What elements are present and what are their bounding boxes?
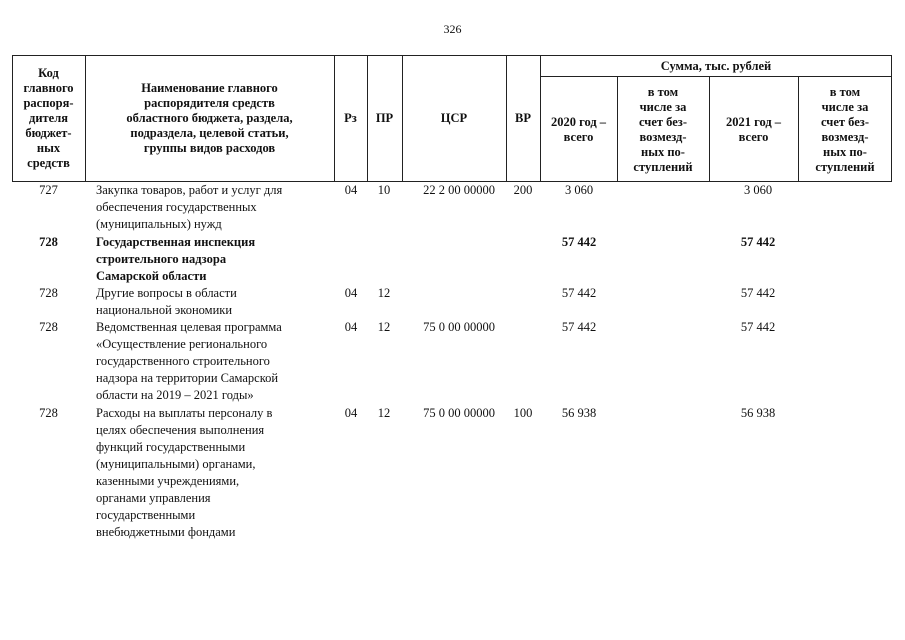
row-pr: 12 (377, 286, 391, 300)
header-vr: ВР (515, 111, 531, 125)
table-row (12, 182, 892, 234)
row-pr: 10 (377, 183, 391, 197)
header-pr: ПР (375, 111, 394, 125)
table-row (12, 234, 892, 285)
row-code: 728 (39, 406, 58, 420)
row-vr: 200 (513, 183, 533, 197)
header-sum: Сумма, тыс. рублей (660, 58, 772, 73)
header-2021-total: 2021 год – всего (725, 114, 782, 144)
row-name: Расходы на выплаты персоналу в целях обеспечения выполнения функций государственными (муниципальными) органами, казенными учреждениями, органами управления государственными внебюджетными фондами (96, 406, 273, 539)
header-csr: ЦСР (440, 111, 468, 125)
row-name: Ведомственная целевая программа «Осуществление регионального государственного строительного надзора на территории Самарской области на 2019 – 2021 годы» (96, 320, 282, 402)
row-2021-total: 57 442 (740, 235, 776, 249)
page-number: 326 (443, 22, 462, 36)
row-csr: 75 0 00 00000 (423, 320, 495, 334)
row-2021-total: 57 442 (740, 320, 776, 334)
row-name: Закупка товаров, работ и услуг для обеспечения государственных (муниципальных) нужд (96, 183, 283, 231)
table-row (12, 405, 892, 545)
row-vr: 100 (513, 406, 533, 420)
header-2020-total: 2020 год – всего (550, 114, 607, 144)
row-2021-total: 56 938 (740, 406, 776, 420)
row-2020-total: 57 442 (561, 235, 597, 249)
header-code: Код главного распоря- дителя бюджет- ных средств (23, 66, 74, 170)
row-rz: 04 (344, 183, 358, 197)
budget-table (12, 55, 892, 545)
table-row (12, 319, 892, 405)
row-name: Другие вопросы в области национальной экономики (96, 286, 237, 317)
row-csr: 75 0 00 00000 (423, 406, 495, 420)
row-2021-total: 57 442 (740, 286, 776, 300)
table-header (12, 55, 892, 182)
row-rz: 04 (344, 406, 358, 420)
header-2021-free: в том числе за счет без- возмезд- ных по- ступлений (815, 84, 875, 174)
row-2020-total: 57 442 (561, 320, 597, 334)
row-csr: 22 2 00 00000 (423, 183, 495, 197)
row-2020-total: 3 060 (564, 183, 594, 197)
table-row (12, 285, 892, 319)
row-code: 727 (39, 183, 58, 197)
header-name: Наименование главного распорядителя средств областного бюджета, раздела, подраздела, целевой статьи, группы видов расходов (126, 81, 293, 155)
row-2020-total: 56 938 (561, 406, 597, 420)
row-2020-total: 57 442 (561, 286, 597, 300)
header-rz: Рз (344, 111, 357, 125)
row-pr: 12 (377, 320, 391, 334)
row-code: 728 (39, 320, 58, 334)
row-name: Государственная инспекция строительного надзора Самарской области (96, 235, 256, 283)
row-rz: 04 (344, 286, 358, 300)
row-2021-total: 3 060 (743, 183, 773, 197)
row-pr: 12 (377, 406, 391, 420)
row-code: 728 (39, 235, 58, 249)
row-code: 728 (39, 286, 58, 300)
header-2020-free: в том числе за счет без- возмезд- ных по- ступлений (633, 84, 693, 174)
row-rz: 04 (344, 320, 358, 334)
